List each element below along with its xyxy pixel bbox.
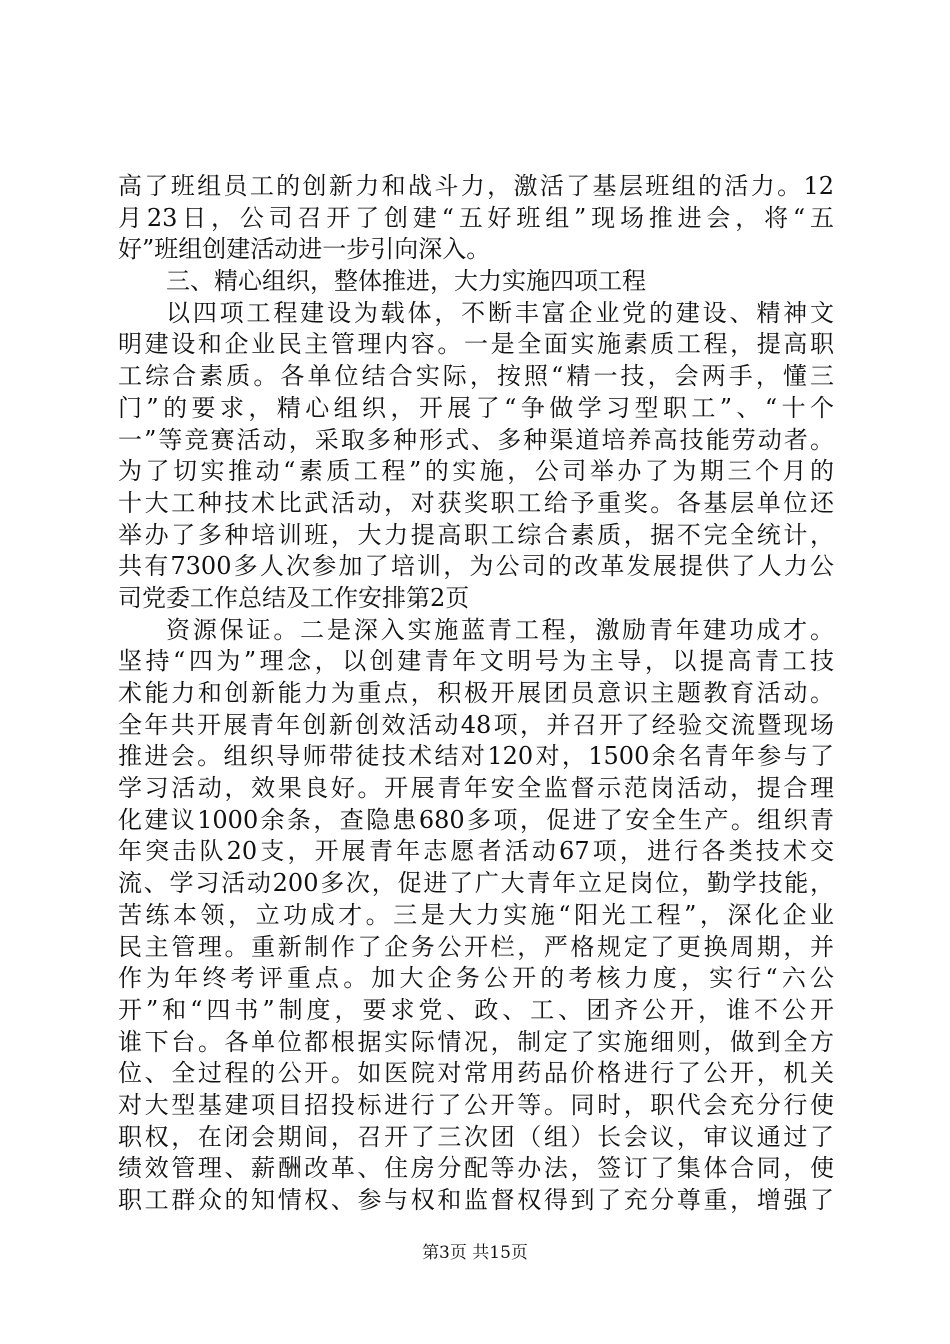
text-line: 化建议1000余条，查隐患680多项，促进了安全生产。组织青 [118,805,834,834]
text-line: 开”和“四书”制度，要求党、政、工、团齐公开，谁不公开 [118,995,834,1024]
text-line: 高了班组员工的创新力和战斗力，激活了基层班组的活力。12 [118,172,834,200]
text-line: 坚持“四为”理念，以创建青年文明号为主导，以提高青工技 [118,647,834,676]
text-line: 苦练本领，立功成才。三是大力实施“阳光工程”，深化企业 [118,900,834,929]
text-line: 三、精心组织，整体推进，大力实施四项工程 [166,267,646,296]
text-line: 谁下台。各单位都根据实际情况，制定了实施细则，做到全方 [118,1027,834,1056]
text-line: 明建设和企业民主管理内容。一是全面实施素质工程，提高职 [118,330,834,359]
text-line: 好”班组创建活动进一步引向深入。 [118,235,491,264]
text-line: 推进会。组织导师带徒技术结对120对，1500余名青年参与了 [118,742,834,771]
text-line: 为了切实推动“素质工程”的实施，公司举办了为期三个月的 [118,457,834,486]
text-line: 资源保证。二是深入实施蓝青工程，激励青年建功成才。 [166,615,834,644]
text-line: 学习活动，效果良好。开展青年安全监督示范岗活动，提合理 [118,774,834,803]
text-line: 职工群众的知情权、参与权和监督权得到了充分尊重，增强了 [118,1186,834,1214]
text-line: 举办了多种培训班，大力提高职工综合素质，据不完全统计， [118,520,834,549]
text-line: 流、学习活动200多次，促进了广大青年立足岗位，勤学技能， [118,869,834,898]
text-line: 全年共开展青年创新创效活动48项，并召开了经验交流暨现场 [118,710,834,739]
text-line: 门”的要求，精心组织，开展了“争做学习型职工”、“十个 [118,393,834,422]
text-line: 对大型基建项目招投标进行了公开等。同时，职代会充分行使 [118,1090,834,1119]
text-line: 一”等竞赛活动，采取多种形式、多种渠道培养高技能劳动者。 [118,425,834,454]
page-footer: 第3页 共15页 [422,1243,528,1263]
text-line: 年突击队20支，开展青年志愿者活动67项，进行各类技术交 [118,837,834,866]
text-line: 月23日，公司召开了创建“五好班组”现场推进会，将“五 [118,203,834,232]
text-line: 共有7300多人次参加了培训，为公司的改革发展提供了人力公 [118,552,834,581]
body-text [118,171,834,1217]
text-line: 十大工种技术比武活动，对获奖职工给予重奖。各基层单位还 [118,488,834,517]
text-line: 司党委工作总结及工作安排第2页 [118,583,470,612]
text-line: 以四项工程建设为载体，不断丰富企业党的建设、精神文 [166,298,834,327]
text-line: 职权，在闭会期间，召开了三次团（组）长会议，审议通过了 [118,1122,834,1151]
text-line: 工综合素质。各单位结合实际，按照“精一技，会两手，懂三 [118,362,834,391]
text-line: 绩效管理、薪酬改革、住房分配等办法，签订了集体合同，使 [118,1154,834,1183]
text-line: 作为年终考评重点。加大企务公开的考核力度，实行“六公 [118,964,834,993]
text-line: 位、全过程的公开。如医院对常用药品价格进行了公开，机关 [118,1059,834,1088]
text-line: 民主管理。重新制作了企务公开栏，严格规定了更换周期，并 [118,932,834,961]
text-line: 术能力和创新能力为重点，积极开展团员意识主题教育活动。 [118,679,834,707]
